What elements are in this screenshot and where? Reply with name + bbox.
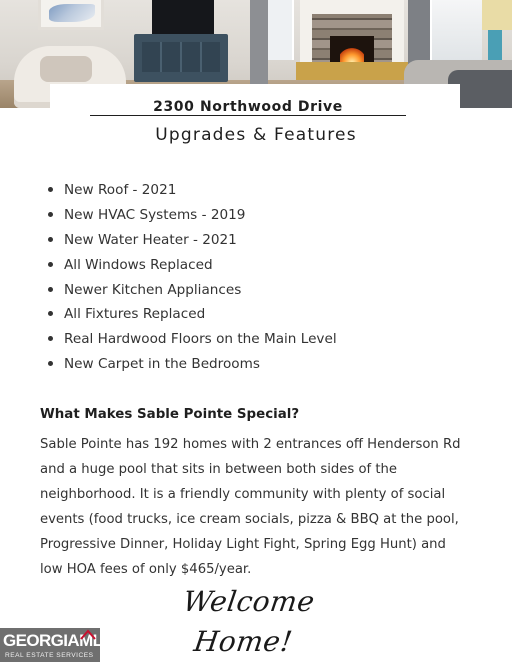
section-title: Upgrades & Features: [155, 125, 357, 145]
property-address: 2300 Northwood Drive: [153, 99, 343, 115]
pillow: [40, 56, 92, 82]
window-left: [268, 0, 294, 60]
house-roof-icon: [80, 629, 96, 643]
feature-item: [46, 354, 466, 379]
television: [152, 0, 214, 34]
media-console: [134, 34, 228, 82]
feature-text: Real Hardwood Floors on the Main Level: [64, 331, 337, 348]
bullet-icon: [48, 237, 53, 242]
georgia-mls-logo: [0, 628, 114, 662]
lamp-base: [488, 30, 502, 60]
bullet-icon: [48, 212, 53, 217]
feature-item: [46, 280, 466, 305]
bullet-icon: [48, 311, 53, 316]
bullet-icon: [48, 287, 53, 292]
feature-text: All Fixtures Replaced: [64, 306, 206, 323]
bullet-icon: [48, 187, 53, 192]
special-heading: What Makes Sable Pointe Special?: [40, 407, 300, 422]
curtain-left: [250, 0, 268, 92]
feature-text: New Carpet in the Bedrooms: [64, 356, 260, 373]
special-description: Sable Pointe has 192 homes with 2 entrances off Henderson Rd and a huge pool that sits in between both sides of the neighborhood. It is a friendly community with plenty of social events (food trucks, ice cream socials, pizza & BBQ at the pool, Progressive Dinner, Holiday Light Fight, Spring Egg Hunt) and low HOA fees of only $465/year.: [40, 437, 461, 577]
logo-tagline: REAL ESTATE SERVICES: [5, 652, 94, 659]
feature-text: New HVAC Systems - 2019: [64, 206, 246, 223]
feature-text: All Windows Replaced: [64, 256, 213, 273]
logo-wordmark: GEORGIAMLS: [3, 631, 114, 650]
bullet-icon: [48, 262, 53, 267]
feature-text: New Roof - 2021: [64, 182, 177, 198]
hearth: [296, 62, 408, 80]
bullet-icon: [48, 336, 53, 341]
wall-art: [38, 0, 104, 30]
feature-item: [46, 304, 466, 329]
feature-item: [46, 205, 466, 230]
feature-text: Newer Kitchen Appliances: [64, 281, 242, 298]
feature-item: [46, 255, 466, 280]
address-underline: [90, 115, 406, 116]
feature-text: New Water Heater - 2021: [64, 231, 237, 248]
bullet-icon: [48, 361, 53, 366]
welcome-home-script: Welcome Home!: [180, 585, 317, 658]
features-list: [46, 180, 466, 379]
window-right: [430, 0, 482, 64]
lamp-shade: [482, 0, 512, 30]
feature-item: [46, 329, 466, 354]
feature-item: [46, 230, 466, 255]
feature-item: [46, 180, 466, 205]
